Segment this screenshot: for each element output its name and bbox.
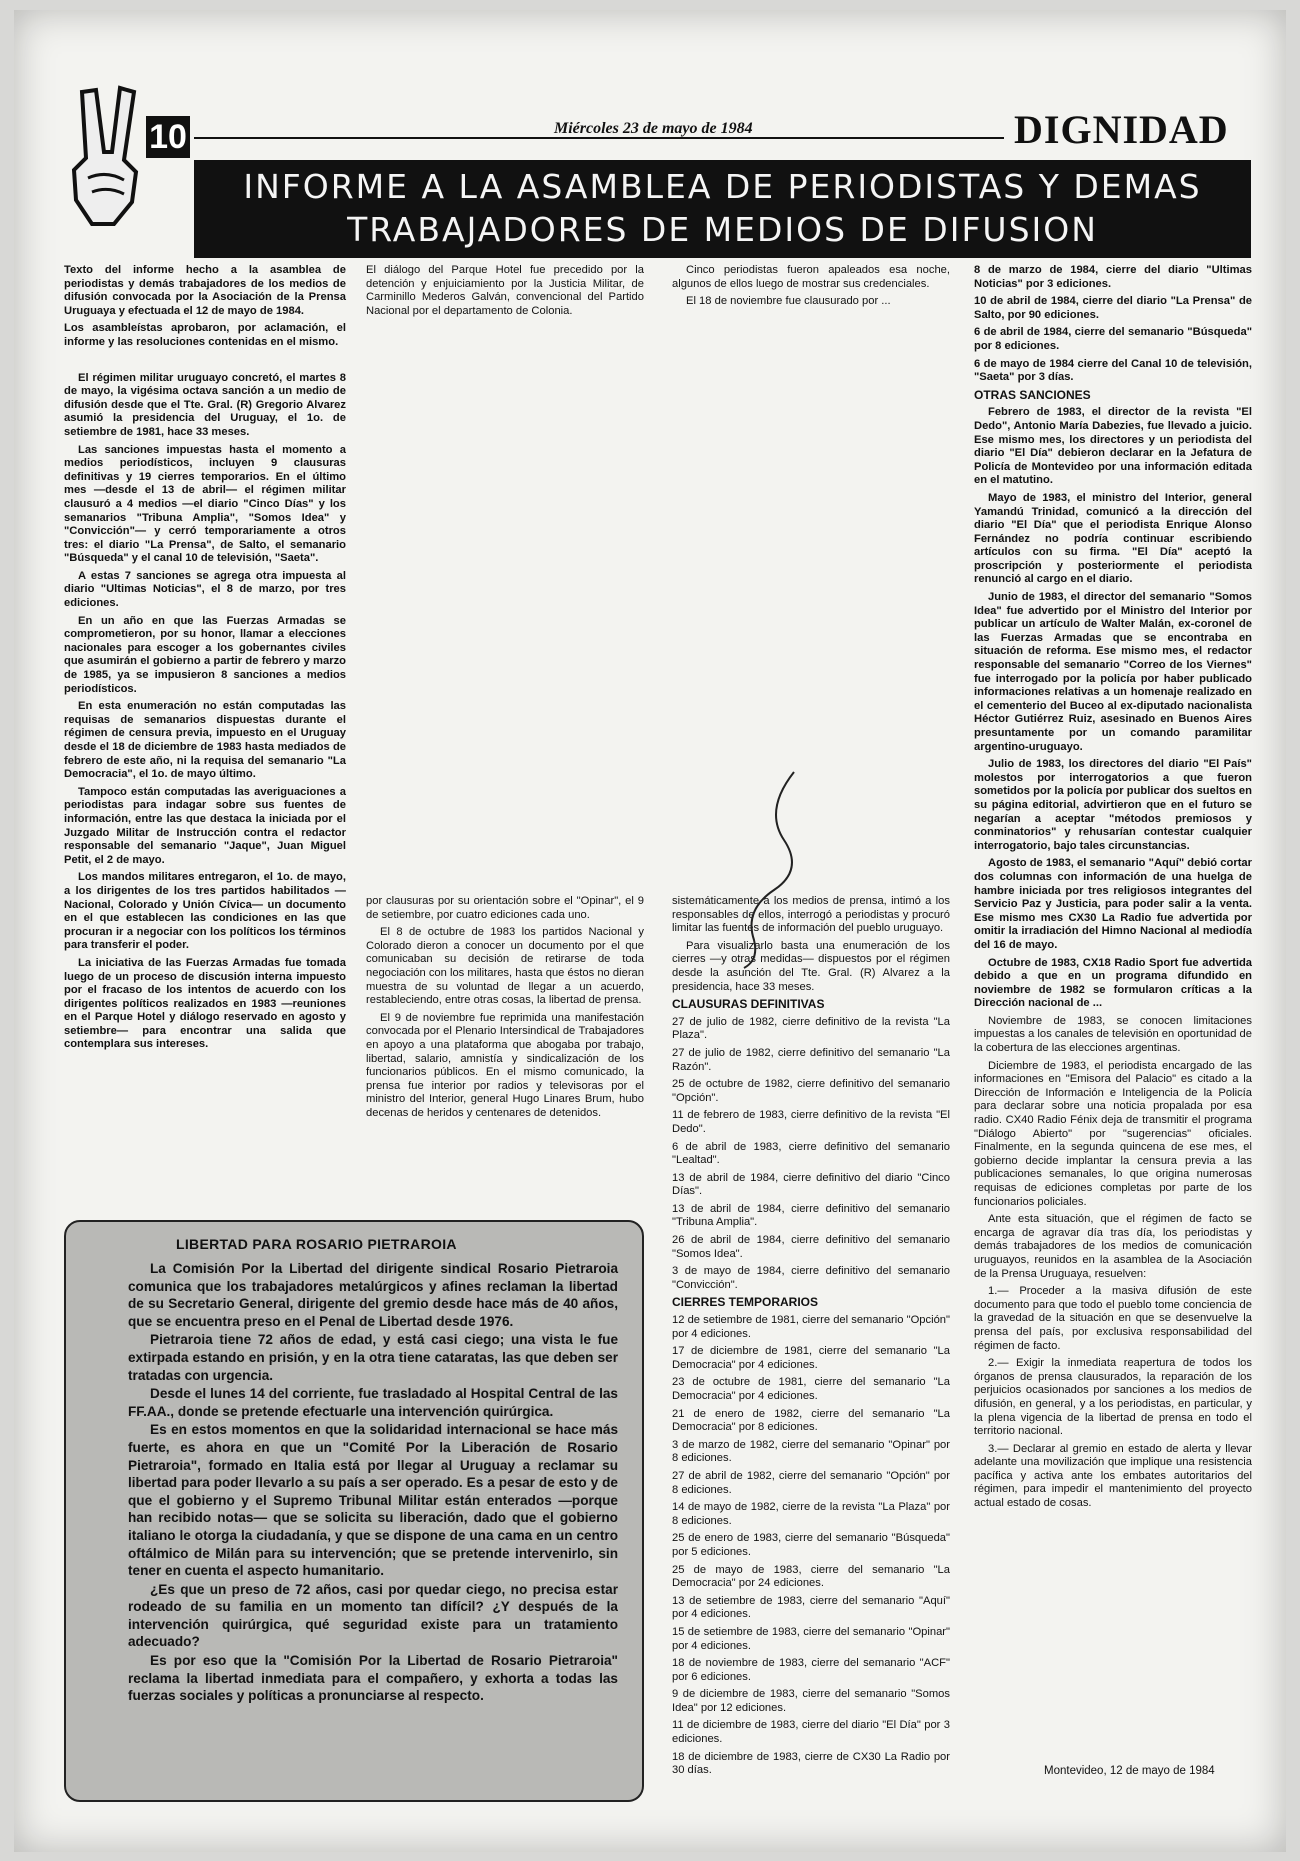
list-item: 15 de setiembre de 1983, cierre del semanario "Opinar" por 4 ediciones. [672, 1625, 950, 1652]
signature-line: Montevideo, 12 de mayo de 1984 [1044, 1765, 1215, 1777]
list-item: 25 de octubre de 1982, cierre definitivo del semanario "Opción". [672, 1078, 950, 1104]
list-item: 23 de octubre de 1981, cierre del semanario "La Democracia" por 4 ediciones. [672, 1376, 950, 1402]
issue-date: Miércoles 23 de mayo de 1984 [554, 120, 753, 137]
column-1 [64, 264, 346, 1056]
lead-text-2: Los asambleístas aprobaron, por aclamación, el informe y las resoluciones contenidas en el mismo. [64, 322, 346, 348]
list-item: 18 de diciembre de 1983, cierre de CX30 La Radio por 30 días. [672, 1750, 950, 1777]
paragraph: Los mandos militares entregaron, el 1o. de mayo, a los dirigentes de los tres partidos habilitados —Nacional, Colorado y Unión Cívica— un documento en el que establecen las condiciones en las que procuran ir a negociar con los políticos los términos para transferir el poder. [64, 871, 346, 952]
headline-banner [194, 160, 1251, 258]
paragraph: Desde el lunes 14 del corriente, fue trasladado al Hospital Central de las FF.AA., donde se pretende efectuarle una intervención quirúrgica. [128, 1386, 618, 1419]
paragraph: sistemáticamente a los medios de prensa, intimó a los responsables de ellos, interrogó a periodistas y procuró limitar las fuentes de información del pueblo uruguayo. [672, 895, 950, 935]
column-3 [672, 264, 950, 313]
list-item: 6 de abril de 1983, cierre definitivo del semanario "Lealtad". [672, 1140, 950, 1167]
list-item: 3 de marzo de 1982, cierre del semanario "Opinar" por 8 ediciones. [672, 1438, 950, 1465]
list-item: 25 de enero de 1983, cierre del semanario "Búsqueda" por 5 ediciones. [672, 1532, 950, 1558]
paragraph: Para visualizarlo basta una enumeración de los cierres —y otras medidas— dispuestos por el régimen desde la asunción del Tte. Gral. (R) Alvarez a la presidencia, hace 33 meses. [672, 939, 950, 993]
newspaper-page [14, 10, 1286, 1852]
list-item: 27 de julio de 1982, cierre definitivo del semanario "La Razón". [672, 1046, 950, 1073]
list-item: 26 de abril de 1984, cierre definitivo del semanario "Somos Idea". [672, 1234, 950, 1260]
list-item: 14 de mayo de 1982, cierre de la revista "La Plaza" por 8 ediciones. [672, 1501, 950, 1527]
paragraph: En esta enumeración no están computadas las requisas de semanarios dispuestas durante el régimen de censura previa, impuesto en el Uruguay desde el 18 de diciembre de 1983 hasta mediados de febrero de este año, ni la requisa del semanario "La Democracia", el 1o. de mayo último. [64, 700, 346, 781]
paragraph: Las sanciones impuestas hasta el momento a medios periodísticos, incluyen 9 clausuras definitivas y 19 cierres temporarios. En el último mes —desde el 13 de abril— el régimen militar clausuró a 4 medios —el diario "Cinco Días" y los semanarios "Tribuna Amplia", "Somos Idea" y "Convicción"— y cerró temporariamente a otros tres: el diario "La Prensa", de Salto, el semanario "Búsqueda" y el canal 10 de televisión, "Saeta". [64, 443, 346, 565]
list-item: 27 de julio de 1982, cierre definitivo de la revista "La Plaza". [672, 1015, 950, 1042]
list-item: 27 de abril de 1982, cierre del semanario "Opción" por 8 ediciones. [672, 1469, 950, 1496]
list-item: 10 de abril de 1984, cierre del diario "La Prensa" de Salto, por 90 ediciones. [974, 295, 1252, 321]
paragraph: En un año en que las Fuerzas Armadas se comprometieron, por su honor, llamar a elecciones nacionales para escoger a los gobernantes civiles que asumirán el gobierno a partir de febrero y marzo de 1985, ya se impusieron 8 sanciones a medios periodísticos. [64, 614, 346, 695]
section-heading: OTRAS SANCIONES [974, 387, 1091, 402]
masthead: DIGNIDAD [1014, 107, 1229, 152]
list-item: 25 de mayo de 1983, cierre del semanario "La Democracia" por 24 ediciones. [672, 1563, 950, 1590]
paragraph: Agosto de 1983, el semanario "Aquí" debió cortar dos columnas con información de una huelga de hambre iniciada por tres religiosos integrantes del Servicio Paz y Justicia, para poder salir a la venta. Ese mismo mes CX30 La Radio fue advertida por omitir la irradiación del Himno Nacional al mediodía del 16 de mayo. [974, 857, 1252, 951]
paragraph: La Comisión Por la Libertad del dirigente sindical Rosario Pietraroia comunica que los trabajadores metalúrgicos y afines reclaman la libertad de su Secretario General, dirigente del gremio desde hace más de 40 años, que se encuentra preso en el Penal de Libertad desde 1976. [128, 1261, 618, 1329]
paragraph: A estas 7 sanciones se agrega otra impuesta al diario "Ultimas Noticias", el 8 de marzo, por tres ediciones. [64, 569, 346, 610]
column-2-lower [366, 895, 644, 1125]
headline-line-2: TRABAJADORES DE MEDIOS DE DIFUSION [347, 210, 1098, 249]
paragraph: Pietraroia tiene 72 años de edad, y está casi ciego; una vista le fue extirpada estando en prisión, y en la otra tiene cataratas, las que deben ser tratadas con urgencia. [128, 1332, 618, 1383]
column-2 [366, 264, 644, 322]
paragraph: Tampoco están computadas las averiguaciones a periodistas para indagar sobre sus fuentes de información, entre las que destaca la iniciada por el Juzgado Militar de Instrucción contra el redactor responsable del semanario "Jaque", Juan Miguel Petit, el 2 de mayo. [64, 785, 346, 866]
paragraph: ¿Es que un preso de 72 años, casi por quedar ciego, no precisa estar rodeado de su familia en un momento tan difícil? ¿Y después de la intervención quirúrgica, qué seguridad existe para un tratamiento adecuado? [128, 1581, 618, 1650]
paragraph: Diciembre de 1983, el periodista encargado de las informaciones en "Emisora del Palacio" es citado a la Dirección de Información e Inteligencia de la Policía para declarar sobre una noticia propalada por esa radio. CX40 Radio Fénix deja de transmitir el programa "Diálogo Abierto" por "sugerencias" oficiales. Finalmente, en la segunda quincena de ese mes, el gobierno decide implantar la censura previa a las publicaciones semanales, lo que origina numerosas requisas de ediciones completas por parte de los funcionarios policiales. [974, 1059, 1252, 1208]
paragraph: Es en estos momentos en que la solidaridad internacional se hace más fuerte, es ahora en que un "Comité Por la Liberación de Rosario Pietraroia", formado en Italia está por llegar al Uruguay a reclamar su libertad para poder llevarlo a su país a ser operado. Es a pesar de esto y de que el gobierno y el Supremo Tribunal Militar están enterados —porque han recibido notas— que se solicita su liberación, dado que el gobierno italiano le otorga la ciudadanía, y que se dispone de una cama en un centro oftálmico de Milán para su intervención; que se pretende intervenirlo, sin tener en cuenta el aspecto humanitario. [128, 1422, 618, 1579]
column-3-lower [672, 895, 950, 1782]
list-item: 8 de marzo de 1984, cierre del diario "Ultimas Noticias" por 3 ediciones. [974, 264, 1252, 290]
paragraph: El 8 de octubre de 1983 los partidos Nacional y Colorado dieron a conocer un documento por el que comunicaban su decisión de retirarse de toda negociación con los militares, hasta que éstos no dieran muestra de su voluntad de llegar a un acuerdo, restableciendo, entre otras cosas, la libertad de prensa. [366, 926, 644, 1007]
list-item: 6 de mayo de 1984 cierre del Canal 10 de televisión, "Saeta" por 3 días. [974, 357, 1252, 384]
list-item: 9 de diciembre de 1983, cierre del semanario "Somos Idea" por 12 ediciones. [672, 1688, 950, 1714]
section-heading: CLAUSURAS DEFINITIVAS [672, 997, 825, 1012]
paragraph: Cinco periodistas fueron apaleados esa noche, algunos de ellos luego de mostrar sus credenciales. [672, 264, 950, 290]
list-item: 17 de diciembre de 1981, cierre del semanario "La Democracia" por 4 ediciones. [672, 1345, 950, 1371]
paragraph: Junio de 1983, el director del semanario "Somos Idea" fue advertido por el Ministro del Interior por publicar un artículo de Walter Malán, ex-coronel de las Fuerzas Armadas que se encontraba en situación de reforma. Ese mismo mes, el redactor responsable del semanario "Correo de los Viernes" fue interrogado por la policía por haber publicado informaciones relativas a un homenaje realizado en el cementerio del Buceo al ex-diputado nacionalista Héctor Gutiérrez Ruiz, asesinado en Buenos Aires presuntamente por un comando paramilitar argentino-uruguayo. [974, 591, 1252, 753]
paragraph: Octubre de 1983, CX18 Radio Sport fue advertida debido a que en un programa difundido en noviembre de 1982 se formularon críticas a la Dirección nacional de ... [974, 956, 1252, 1010]
page-number: 10 [146, 116, 190, 158]
blank-area [378, 430, 968, 890]
list-item: 13 de setiembre de 1983, cierre del semanario "Aquí" por 4 ediciones. [672, 1594, 950, 1621]
section-heading: CIERRES TEMPORARIOS [672, 1295, 819, 1310]
paragraph: El 18 de noviembre fue clausurado por ... [686, 295, 891, 308]
paragraph: El régimen militar uruguayo concretó, el martes 8 de mayo, la vigésima octava sanción a un medio de difusión desde que el Tte. Gral. (R) Gregorio Alvarez asumió la presidencia del Uruguay, el 1o. de setiembre de 1981, hace 33 meses. [64, 371, 346, 438]
paragraph: Ante esta situación, que el régimen de facto se encarga de agravar día tras día, los periodistas y demás trabajadores de los medios de comunicación uruguayos, reunidos en la asamblea de la Asociación de la Prensa Uruguaya, resuelven: [974, 1213, 1252, 1280]
paragraph: La iniciativa de las Fuerzas Armadas fue tomada luego de un proceso de discusión interna impuesto por el fracaso de los intentos de acuerdo con los dirigentes políticos realizados en 1983 —reuniones en el Parque Hotel y diálogo reservado en agosto y setiembre— para encontrar una salida que contemplara sus intereses. [64, 956, 346, 1051]
resolution: 2.— Exigir la inmediata reapertura de todos los órganos de prensa clausurados, la reparación de los perjuicios ocasionados por sanciones a los medios de difusión, en general, y a los periodistas, en particular, y la plena vigencia de la libertad de prensa en todo el territorio nacional. [974, 1357, 1252, 1438]
box-title: LIBERTAD PARA ROSARIO PIETRAROIA [176, 1236, 457, 1252]
list-item: 21 de enero de 1982, cierre del semanario "La Democracia" por 8 ediciones. [672, 1407, 950, 1434]
box-body [128, 1260, 618, 1706]
list-item: 6 de abril de 1984, cierre del semanario "Búsqueda" por 8 ediciones. [974, 326, 1252, 352]
list-item: 3 de mayo de 1984, cierre definitivo del semanario "Convicción". [672, 1265, 950, 1291]
paragraph: El diálogo del Parque Hotel fue precedido por la detención y enjuiciamiento por la Justicia Militar, de Carminillo Mederos Galván, convencional del Partido Nacional por el departamento de Colonia. [366, 264, 644, 317]
paragraph: Mayo de 1983, el ministro del Interior, general Yamandú Trinidad, comunicó a la dirección del diario "El Día" que el periodista Enrique Alonso Fernández no podría continuar escribiendo artículos con su firma. "El Día" aceptó la proscripción y posteriormente el periodista renunció al cargo en el diario. [974, 491, 1252, 586]
paragraph: por clausuras por su orientación sobre el "Opinar", el 9 de setiembre, por cuatro ediciones cada uno. [366, 895, 644, 921]
resolution: 1.— Proceder a la masiva difusión de este documento para que todo el pueblo tome conciencia de la gravedad de la situación en que se desenvuelve la prensa del país, por exclusiva responsabilidad del régimen de facto. [974, 1285, 1252, 1352]
list-item: 11 de febrero de 1983, cierre definitivo de la revista "El Dedo". [672, 1109, 950, 1135]
victory-hand-icon [62, 82, 154, 232]
list-item: 13 de abril de 1984, cierre definitivo del semanario "Tribuna Amplia". [672, 1202, 950, 1229]
pen-squiggle-icon [714, 770, 814, 970]
list-item: 11 de diciembre de 1983, cierre del diario "El Día" por 3 ediciones. [672, 1719, 950, 1746]
paragraph: Julio de 1983, los directores del diario "El País" molestos por interrogatorios a que fueron sometidos por la policía por publicar dos sueltos en su página editorial, advirtieron que en el futuro se negarían a aceptar "métodos premiosos y conminatorios" y rehusarían contestar cualquier interrogatorio, bajo tales circunstancias. [974, 758, 1252, 852]
paragraph: Es por eso que la "Comisión Por la Libertad de Rosario Pietraroia" reclama la libertad inmediata para el compañero, y exhorta a todas las fuerzas sociales y políticas a pronunciarse al respecto. [128, 1653, 618, 1704]
paragraph: El 9 de noviembre fue reprimida una manifestación convocada por el Plenario Intersindical de Trabajadores en apoyo a una plataforma que abogaba por trabajo, libertad, salario, amnistía y sindicalización de los funcionarios públicos. En el mismo comunicado, la prensa fue interior por radios y televisoras por el ministro del Interior, general Hugo Linares Brum, hubo decenas de heridos y centenares de detenidos. [366, 1011, 644, 1119]
lead-text: Texto del informe hecho a la asamblea de periodistas y demás trabajadores de los medios de difusión convocada por la Asociación de la Prensa Uruguaya y efectuada el 12 de mayo de 1984. [64, 264, 346, 317]
pietraroia-box [64, 1220, 644, 1802]
resolution: 3.— Declarar al gremio en estado de alerta y llevar adelante una movilización que implique una resistencia pacífica y activa ante los embates autoritarios del régimen, para impedir el mantenimiento del proyecto actual estado de cosas. [974, 1442, 1252, 1510]
column-4 [974, 264, 1252, 1515]
list-item: 12 de setiembre de 1981, cierre del semanario "Opción" por 4 ediciones. [672, 1314, 950, 1340]
paragraph: Febrero de 1983, el director de la revista "El Dedo", Antonio María Dabezies, fue llevado a juicio. Ese mismo mes, los directores y un periodista del diario "El Día" debieron declarar en la Jefatura de Policía de Montevideo por una información editada en el matutino. [974, 406, 1252, 487]
list-item: 18 de noviembre de 1983, cierre del semanario "ACF" por 6 ediciones. [672, 1657, 950, 1683]
headline-line-1: INFORME A LA ASAMBLEA DE PERIODISTAS Y DEMAS [243, 167, 1202, 206]
paragraph: Noviembre de 1983, se conocen limitaciones impuestas a los canales de televisión en oportunidad de la cobertura de las elecciones argentinas. [974, 1014, 1253, 1055]
list-item: 13 de abril de 1984, cierre definitivo del diario "Cinco Días". [672, 1171, 950, 1198]
